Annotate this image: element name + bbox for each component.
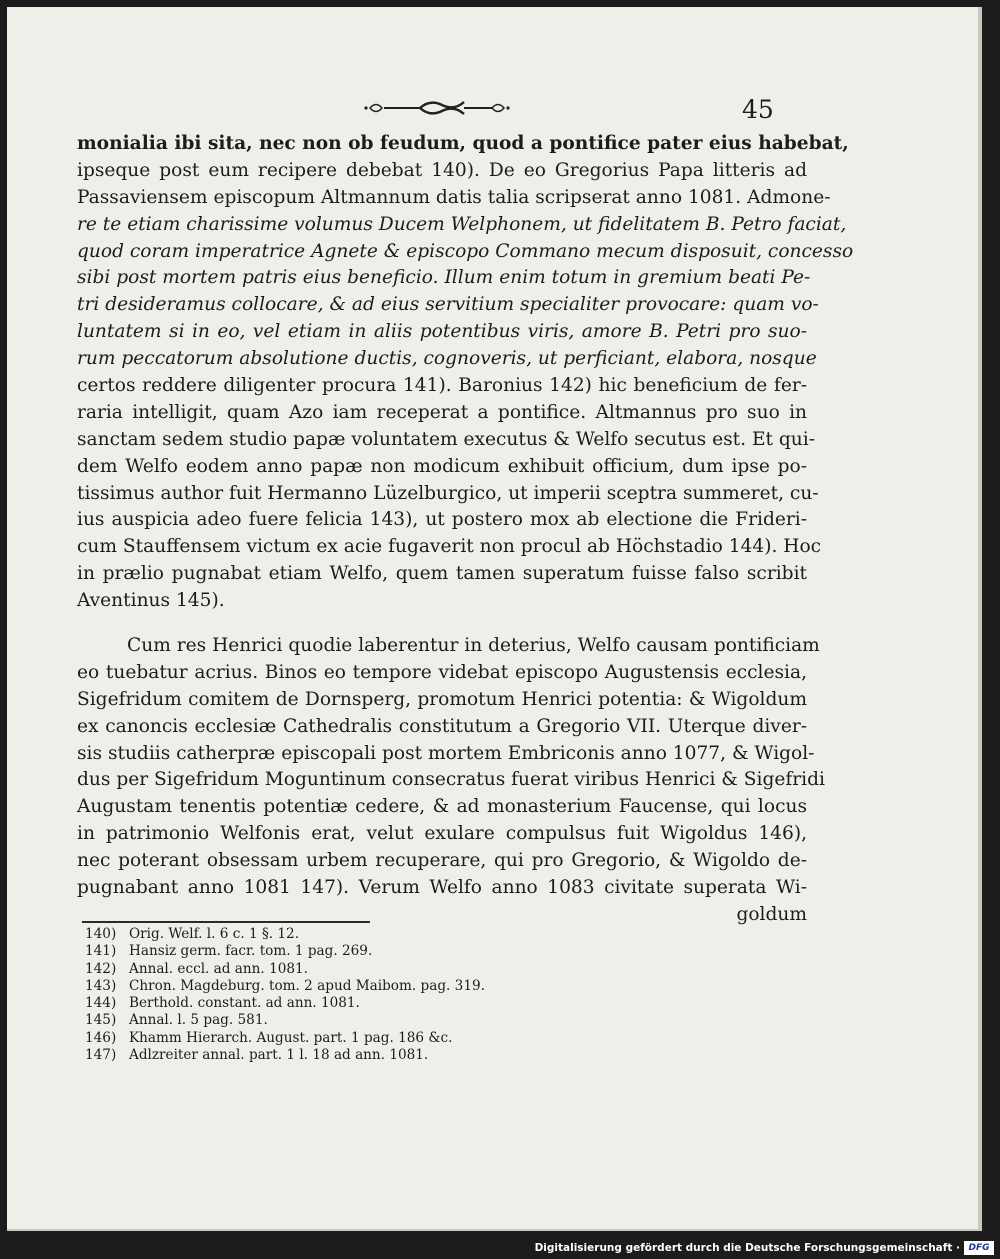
text-line: ex canoncis ecclesiæ Cathedralis constitutum a Gregorio VII. Uterque diver- [77,715,807,737]
footnote-number: 146) [85,1029,117,1046]
footnote-number: 143) [85,977,117,994]
text-line: dem Welfo eodem anno papæ non modicum exhibuit officium, dum ipse po- [77,455,807,477]
text-line: pugnabant anno 1081 147). Verum Welfo anno 1083 civitate superata Wi- [77,877,807,899]
footnote-number: 144) [85,995,117,1012]
text-line: ius auspicia adeo fuere felicia 143), ut postero mox ab electione die Frideri- [77,509,807,531]
footnote-text: Hansiz germ. facr. tom. 1 pag. 269. [129,943,373,960]
footnote-rule [82,921,370,923]
footnote [85,926,585,943]
footnote [85,961,585,978]
text-line: sis studiis catherpræ episcopali post mortem Embriconis anno 1077, & Wigol- [77,742,815,764]
text-line: Passaviensem episcopum Altmannum datis talia scripserat anno 1081. Admone- [77,186,831,208]
text-line: rum peccatorum absolutione ductis, cognoveris, ut perficiant, elabora, nosque [77,348,817,370]
text-line: Sigefridum comitem de Dornsperg, promotum Henrici potentia: & Wigoldum [77,688,807,710]
footnote-text: Berthold. constant. ad ann. 1081. [129,995,360,1012]
credit-text: Digitalisierung gefördert durch die Deutsche Forschungsgemeinschaft · [534,1242,960,1254]
footnote-text: Orig. Welf. l. 6 c. 1 §. 12. [129,926,300,942]
text-line: Aventinus 145). [77,590,225,612]
text-line: tissimus author fuit Hermanno Lüzelburgico, ut imperii sceptra summeret, cu- [77,482,819,504]
footnote-text: Annal. eccl. ad ann. 1081. [129,960,308,977]
text-line: in patrimonio Welfonis erat, velut exulare compulsus fuit Wigoldus 146), [77,823,807,845]
footnote-text: Annal. l. 5 pag. 581. [129,1012,268,1029]
text-line: nec poterant obsessam urbem recuperare, qui pro Gregorio, & Wigoldo de- [77,850,807,872]
paragraph-2 [77,633,825,929]
ornament-icon [362,97,512,119]
text-line: luntatem si in eo, vel etiam in aliis potentibus viris, amore B. Petri pro suo- [77,321,807,343]
dfg-logo-icon: DFG [964,1241,994,1255]
text-line: sanctam sedem studio papæ voluntatem executus & Welfo secutus est. Et qui- [77,428,816,450]
footnote [85,943,585,960]
footnote-text: Adlzreiter annal. part. 1 l. 18 ad ann. 1081. [129,1047,429,1064]
text-line: re te etiam charissime volumus Ducem Welphonem, ut fidelitatem B. Petro faciat, [77,213,847,235]
footnote-text: Chron. Magdeburg. tom. 2 apud Maibom. pag. 319. [129,977,485,994]
footnote-number: 147) [85,1047,117,1064]
footnote [85,1047,585,1064]
footnote-number: 145) [85,1012,117,1029]
text-line: Cum res Henrici quodie laberentur in deterius, Welfo causam pontificiam [127,635,820,657]
main-text [77,131,854,929]
book-page [7,7,982,1231]
footnote [85,1030,585,1047]
text-line: certos reddere diligenter procura 141). Baronius 142) hic beneficium de fer- [77,375,807,397]
footnote [85,978,585,995]
text-line: Augustam tenentis potentiæ cedere, & ad monasterium Faucense, qui locus [77,796,807,818]
footnote-number: 142) [85,960,117,977]
page-number: 45 [742,95,774,124]
text-line: ipseque post eum recipere debebat 140). De eo Gregorius Papa litteris ad [77,159,807,181]
text-line: cum Stauffensem victum ex acie fugaverit non procul ab Höchstadio 144). Hoc [77,536,822,558]
text-line: in prælio pugnabat etiam Welfo, quem tamen superatum fuisse falso scribit [77,563,807,585]
text-line: tri desideramus collocare, & ad eius servitium specialiter provocare: quam vo- [77,294,819,316]
text-line: sibi post mortem patris eius beneficio. Illum enim totum in gremium beati Pe- [77,267,811,289]
footnote [85,995,585,1012]
text-line: dus per Sigefridum Moguntinum consecratus fuerat viribus Henrici & Sigefridi [77,769,825,791]
digitization-credit-bar [0,1238,1000,1259]
footnotes [85,926,585,1064]
catchword: goldum [736,903,807,925]
page-header [7,97,978,127]
footnote-number: 141) [85,943,117,960]
text-line: quod coram imperatrice Agnete & episcopo Commano mecum disposuit, concesso [77,240,854,262]
text-line: raria intelligit, quam Azo iam receperat a pontifice. Altmannus pro suo in [77,401,807,423]
footnote [85,1012,585,1029]
text-line: eo tuebatur acrius. Binos eo tempore videbat episcopo Augustensis ecclesia, [77,661,807,683]
text-line: monialia ibi sita, nec non ob feudum, quod a pontifice pater eius habebat, [77,133,849,154]
footnote-text: Khamm Hierarch. August. part. 1 pag. 186 &c. [129,1029,453,1046]
footnote-number: 140) [85,926,117,942]
